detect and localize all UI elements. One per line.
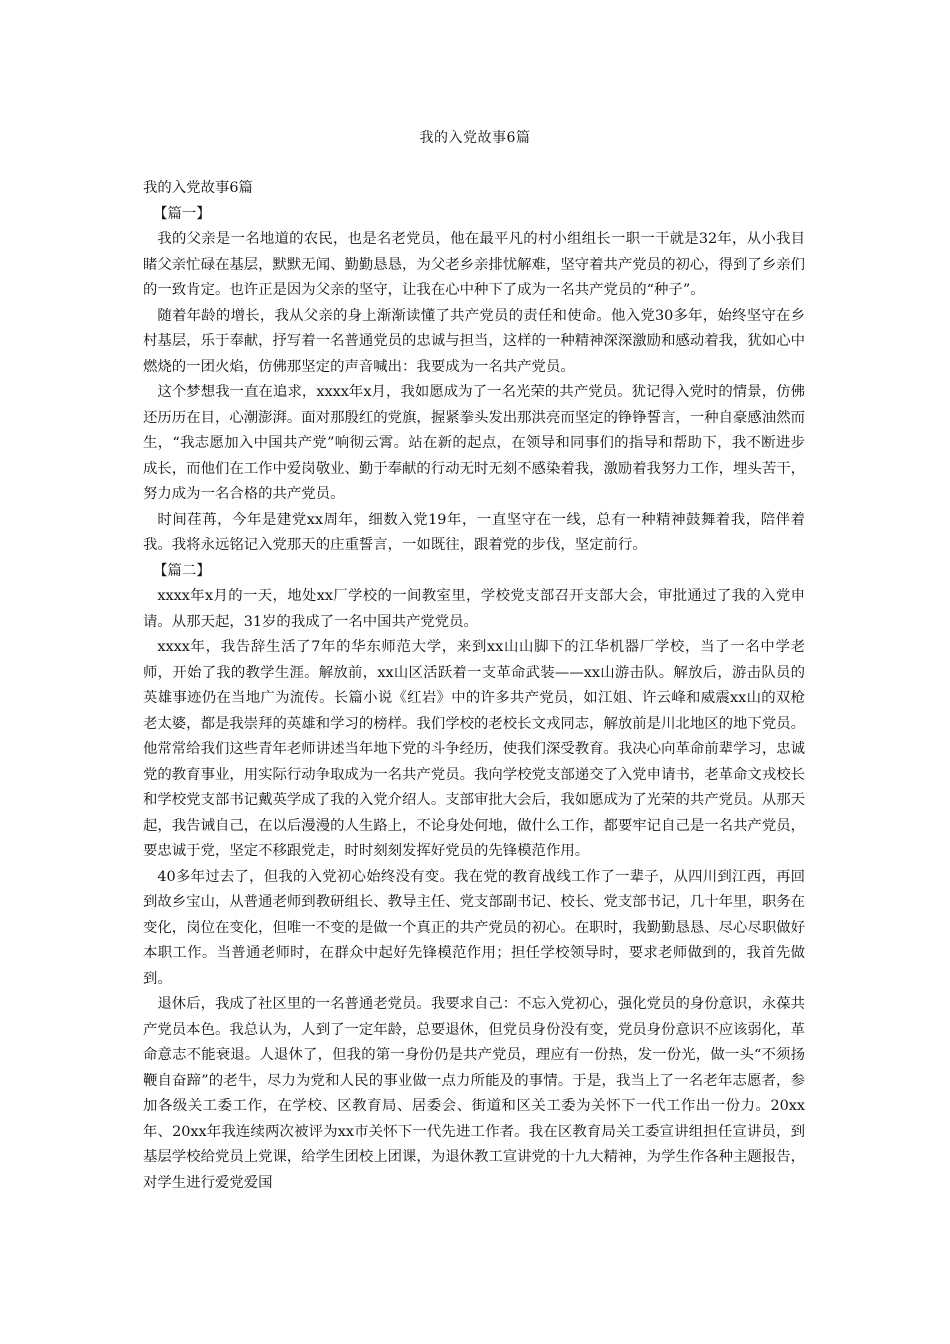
document-subtitle: 我的入党故事6篇 [143,180,253,196]
paragraph: xxxx年，我告辞生活了7年的华东师范大学，来到xx山山脚下的江华机器厂学校，当了一名中学老师，开始了我的教学生涯。解放前，xx山区活跃着一支革命武装——xx山游击队。解放后，游击队员的英雄事迹仍在当地广为流传。长篇小说《红岩》中的许多共产党员，如江姐、许云峰和威震xx山的双枪老太婆，都是我崇拜的英雄和学习的榜样。我们学校的老校长文戎同志，解放前是川北地区的地下党员。他常常给我们这些青年老师讲述当年地下党的斗争经历，使我们深受教育。我决心向革命前辈学习，忠诚党的教育事业，用实际行动争取成为一名共产党员。我向学校党支部递交了入党申请书，老革命文戎校长和学校党支部书记戴英学成了我的入党介绍人。支部审批大会后，我如愿成为了光荣的共产党员。从那天起，我告诫自己，在以后漫漫的人生路上，不论身处何地，做什么工作，都要牢记自己是一名共产党员，要忠诚于党，坚定不移跟党走，时时刻刻发挥好党员的先锋模范作用。 [143,639,805,859]
document-body [143,176,805,1196]
paragraph: 时间荏苒，今年是建党xx周年，细数入党19年，一直坚守在一线，总有一种精神鼓舞着我，陪伴着我。我将永远铭记入党那天的庄重誓言，一如既往，跟着党的步伐，坚定前行。 [143,511,805,553]
paragraph: 我的父亲是一名地道的农民，也是名老党员，他在最平凡的村小组组长一职一干就是32年，从小我目睹父亲忙碌在基层，默默无闻、勤勤恳恳，为父老乡亲排忧解难，坚守着共产党员的初心，得到了乡亲们的一致肯定。也许正是因为父亲的坚守，让我在心中种下了成为一名共产党员的“种子”。 [143,231,805,298]
document-title: 我的入党故事6篇 [419,130,531,146]
paragraph: xxxx年x月的一天，地处xx厂学校的一间教室里，学校党支部召开支部大会，审批通过了我的入党申请。从那天起，31岁的我成了一名中国共产党党员。 [143,588,805,630]
paragraph: 这个梦想我一直在追求，xxxx年x月，我如愿成为了一名光荣的共产党员。犹记得入党时的情景，仿佛还历历在目，心潮澎湃。面对那殷红的党旗，握紧拳头发出那洪亮而坚定的铮铮誓言，一种自豪感油然而生，“我志愿加入中国共产党”响彻云霄。站在新的起点，在领导和同事们的指导和帮助下，我不断进步成长，而他们在工作中爱岗敬业、勤于奉献的行动无时无刻不感染着我，激励着我努力工作，埋头苦干，努力成为一名合格的共产党员。 [143,384,805,502]
section-heading-2: 【篇二】 [153,562,211,579]
paragraph: 退休后，我成了社区里的一名普通老党员。我要求自己：不忘入党初心，强化党员的身份意识，永葆共产党员本色。我总认为，人到了一定年龄，总要退休，但党员身份没有变，党员身份意识不应该弱化，革命意志不能衰退。人退休了，但我的第一身份仍是共产党员，理应有一份热，发一份光，做一头“不须扬鞭自奋蹄”的老牛，尽力为党和人民的事业做一点力所能及的事情。于是，我当上了一名老年志愿者，参加各级关工委工作，在学校、区教育局、居委会、街道和区关工委为关怀下一代工作出一份力。20xx年、20xx年我连续两次被评为xx市关怀下一代先进工作者。我在区教育局关工委宣讲组担任宣讲员，到基层学校给党员上党课，给学生团校上团课，为退休教工宣讲党的十九大精神，为学生作各种主题报告，对学生进行爱党爱国 [143,996,805,1191]
section-heading-1: 【篇一】 [153,205,211,222]
paragraph: 40多年过去了，但我的入党初心始终没有变。我在党的教育战线工作了一辈子，从四川到江西，再回到故乡宝山，从普通老师到教研组长、教导主任、党支部副书记、校长、党支部书记，几十年里，职务在变化，岗位在变化，但唯一不变的是做一个真正的共产党员的初心。在职时，我勤勤恳恳、尽心尽职做好本职工作。当普通老师时，在群众中起好先锋模范作用；担任学校领导时，要求老师做到的，我首先做到。 [143,868,805,987]
paragraph: 随着年龄的增长，我从父亲的身上渐渐读懂了共产党员的责任和使命。他入党30多年，始终坚守在乡村基层，乐于奉献，抒写着一名普通党员的忠诚与担当，这样的一种精神深深激励和感动着我，犹如心中燃烧的一团火焰，仿佛那坚定的声音喊出：我要成为一名共产党员。 [143,307,805,375]
